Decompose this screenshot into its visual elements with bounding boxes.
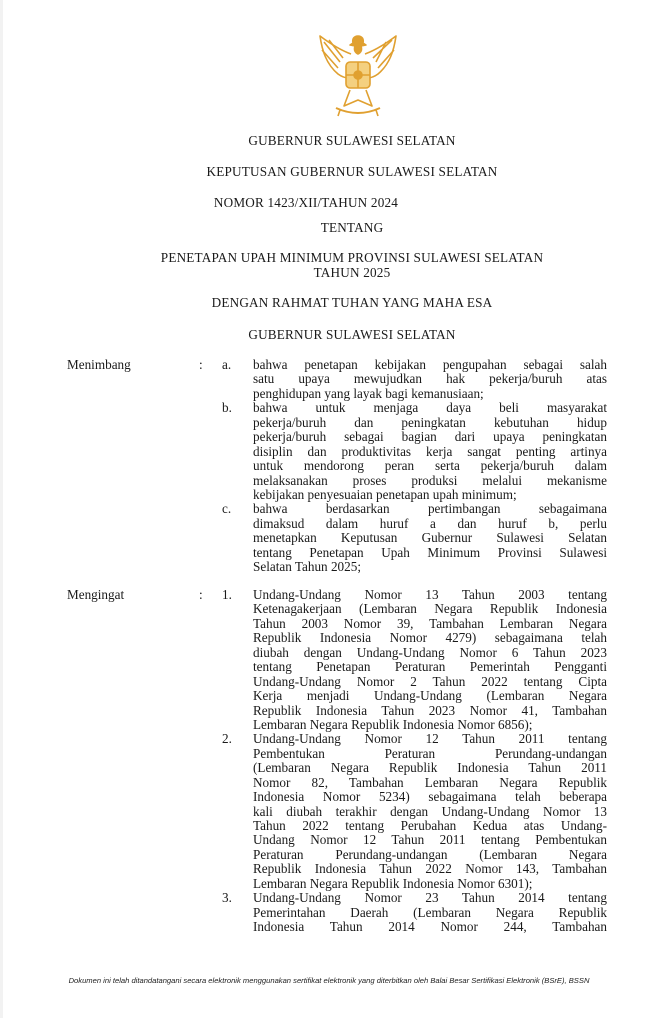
item-text-line: satu upaya mewujudkan hak pekerja/buruh atas: [253, 371, 607, 387]
item-text-line: (Lembaran Negara Republik Indonesia Tahun 2011: [253, 760, 607, 776]
list-item: [0, 502, 658, 574]
item-text-line: melaksanakan proses produksi melalui mekanisme: [253, 472, 607, 488]
item-text-line: Republik Indonesia Tahun 2022 Nomor 143, Tambahan: [253, 861, 607, 877]
section-colon: :: [199, 587, 203, 602]
item-marker: c.: [222, 501, 232, 517]
issuer-heading: GUBERNUR SULAWESI SELATAN: [248, 133, 456, 148]
item-text-line: penghidupan yang layak bagi kemanusiaan;: [253, 385, 484, 401]
item-text-line: tentang Penetapan Upah Minimum Provinsi Sulawesi: [253, 544, 607, 560]
mengingat-section: [0, 588, 658, 935]
invocation: DENGAN RAHMAT TUHAN YANG MAHA ESA: [211, 295, 493, 310]
electronic-signature-footer: Dokumen ini telah ditandatangani secara elektronik menggunakan sertifikat elektronik yang diterbitkan oleh Balai Besar Sertifikasi Elektronik (BSrE), BSSN: [68, 976, 590, 985]
item-text-line: Tahun 2003 Nomor 39, Tambahan Lembaran Negara: [253, 615, 607, 631]
item-text-line: diubah dengan Undang-Undang Nomor 6 Tahun 2023: [253, 644, 607, 660]
item-text-line: Pemerintahan Daerah (Lembaran Negara Republik: [253, 904, 607, 920]
item-text-line: Indonesia Tahun 2014 Nomor 244, Tambahan: [253, 919, 607, 935]
menimbang-section: [0, 358, 658, 575]
item-text-line: pekerja/buruh sebagai bagian dari upaya peningkatan: [253, 429, 607, 445]
item-text-line: Selatan Tahun 2025;: [253, 559, 361, 575]
item-text-line: bahwa berdasarkan pertimbangan sebagaimana: [253, 501, 607, 517]
item-text-line: bahwa penetapan kebijakan pengupahan sebagai salah: [253, 357, 607, 372]
item-text-line: Pembentukan Peraturan Perundang-undangan: [253, 745, 607, 761]
decree-number: NOMOR 1423/XII/TAHUN 2024: [213, 195, 399, 210]
item-text-line: untuk mendorong peran serta pekerja/buruh dalam: [253, 458, 607, 474]
subject-line-2: TAHUN 2025: [313, 265, 391, 280]
item-text-line: Indonesia Nomor 5234) sebagaimana telah beberapa: [253, 789, 607, 805]
section-label: Mengingat: [67, 587, 125, 602]
list-item: [0, 401, 658, 502]
item-text-line: pekerja/buruh dan peningkatan kebutuhan hidup: [253, 414, 607, 430]
item-text-line: Tahun 2022 tentang Perubahan Kedua atas Undang-: [253, 818, 607, 833]
item-text-line: tentang Penetapan Peraturan Pemerintah Pengganti: [253, 659, 607, 675]
about-heading: TENTANG: [320, 220, 384, 235]
issuer-repeat: GUBERNUR SULAWESI SELATAN: [248, 327, 456, 342]
item-marker: 1.: [222, 587, 232, 602]
garuda-emblem-icon: [316, 32, 400, 120]
item-marker: a.: [222, 357, 232, 372]
item-text-line: Ketenagakerjaan (Lembaran Negara Republik Indonesia: [253, 601, 607, 617]
item-text-line: Nomor 82, Tambahan Lembaran Negara Republik: [253, 774, 607, 790]
item-text-line: disiplin dan produktivitas kerja sangat penting artinya: [253, 443, 607, 459]
item-text-line: kali diubah terakhir dengan Undang-Undang Nomor 13: [253, 803, 607, 819]
item-text-line: bahwa untuk menjaga daya beli masyarakat: [253, 400, 607, 416]
item-marker: 3.: [222, 890, 232, 906]
decree-title: KEPUTUSAN GUBERNUR SULAWESI SELATAN: [206, 164, 498, 179]
item-text-line: Lembaran Negara Republik Indonesia Nomor 6301);: [253, 875, 533, 891]
item-text-line: dimaksud dalam huruf a dan huruf b, perlu: [253, 515, 607, 531]
item-text-line: Undang-Undang Nomor 12 Tahun 2011 tentang: [253, 731, 607, 747]
item-text-line: Undang-Undang Nomor 23 Tahun 2014 tentang: [253, 890, 607, 906]
item-text-line: menetapkan Keputusan Gubernur Sulawesi Selatan: [253, 530, 607, 546]
item-text-line: Undang-Undang Nomor 13 Tahun 2003 tentang: [253, 587, 607, 602]
item-text-line: kebijakan penyesuaian penetapan upah minimum;: [253, 486, 517, 502]
item-text-line: Lembaran Negara Republik Indonesia Nomor 6856);: [253, 716, 533, 732]
subject-line-1: PENETAPAN UPAH MINIMUM PROVINSI SULAWESI SELATAN: [160, 250, 544, 265]
list-item: [0, 891, 658, 934]
item-text-line: Republik Indonesia Nomor 4279) sebagaimana telah: [253, 630, 607, 646]
item-marker: 2.: [222, 731, 232, 747]
section-colon: :: [199, 357, 203, 372]
item-text-line: Undang Nomor 12 Tahun 2011 tentang Pembentukan: [253, 832, 607, 848]
list-item: [0, 588, 658, 732]
item-marker: b.: [222, 400, 232, 416]
item-text-line: Undang-Undang Nomor 2 Tahun 2022 tentang Cipta: [253, 673, 607, 689]
item-text-line: Republik Indonesia Tahun 2023 Nomor 41, Tambahan: [253, 702, 607, 718]
list-item: [0, 732, 658, 891]
item-text-line: Kerja menjadi Undang-Undang (Lembaran Negara: [253, 688, 607, 704]
item-text-line: Peraturan Perundang-undangan (Lembaran Negara: [253, 846, 607, 862]
section-label: Menimbang: [67, 357, 131, 372]
list-item: [0, 358, 658, 401]
